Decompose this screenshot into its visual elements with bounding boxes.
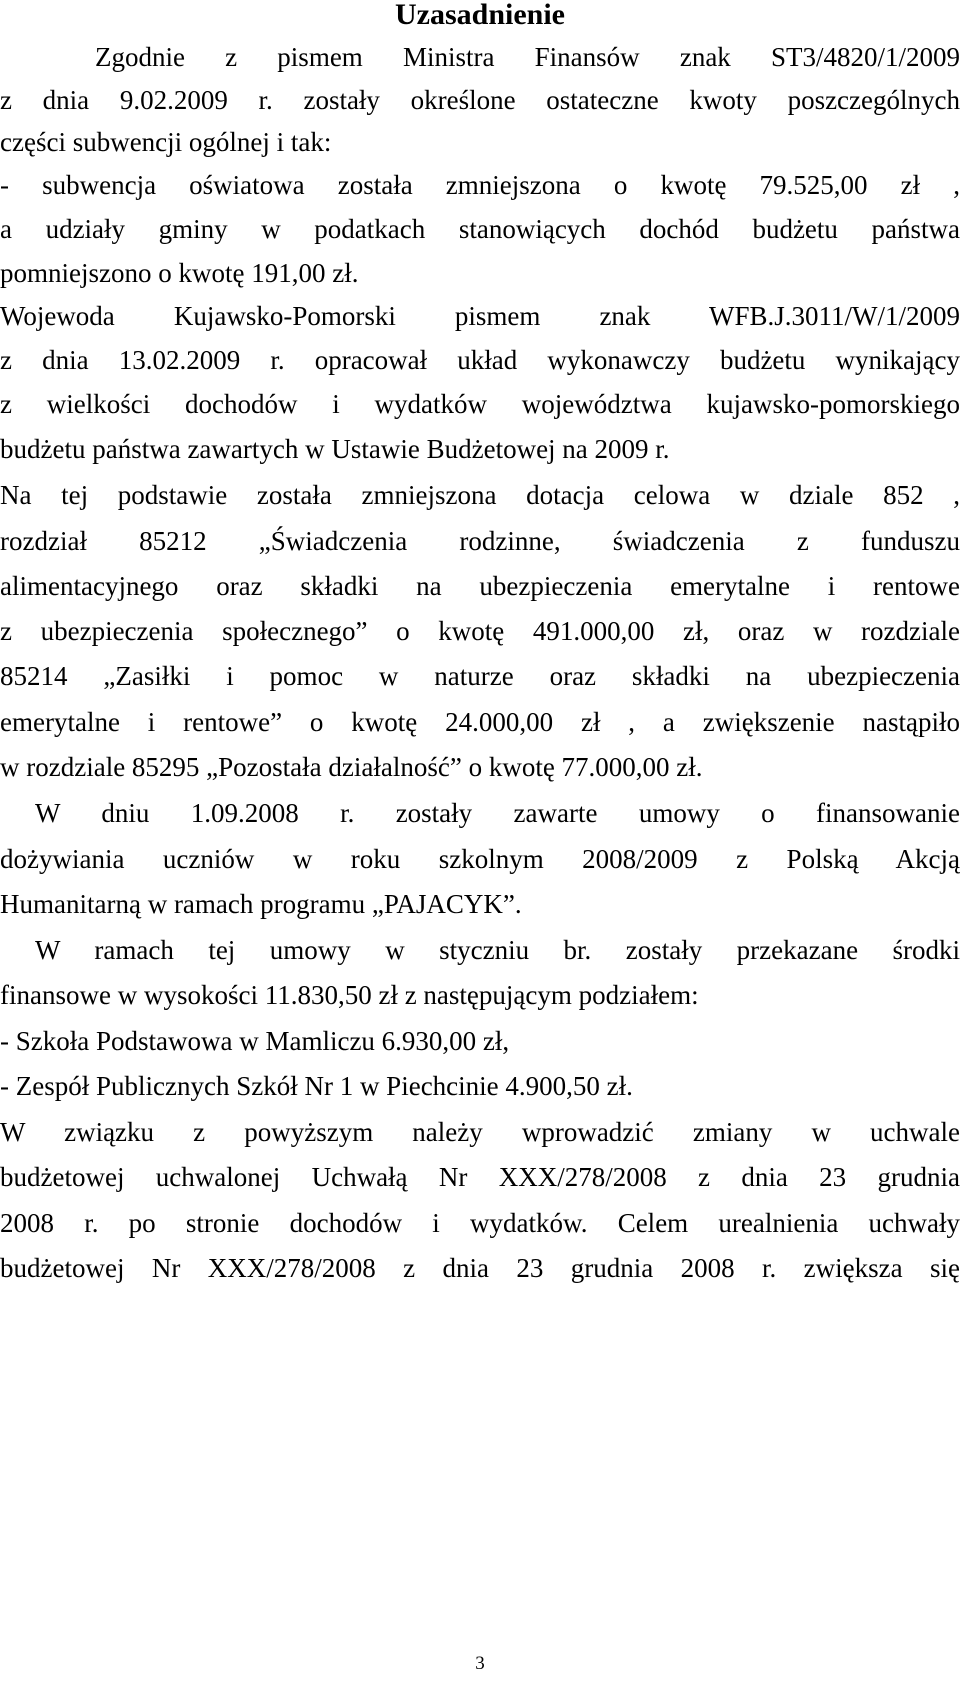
text-line-16: emerytalne i rentowe” o kwotę 24.000,00 zł , a zwiększenie nastąpiło bbox=[0, 707, 960, 737]
text-line-23: - Szkoła Podstawowa w Mamliczu 6.930,00 zł, bbox=[0, 1026, 510, 1056]
text-line-17: w rozdziale 85295 „Pozostała działalność” o kwotę 77.000,00 zł. bbox=[0, 752, 703, 782]
text-line-7: Wojewoda Kujawsko-Pomorski pismem znak WFB.J.3011/W/1/2009 bbox=[0, 301, 960, 331]
text-line-22: finansowe w wysokości 11.830,50 zł z następującym podziałem: bbox=[0, 980, 699, 1010]
text-line-5: a udziały gminy w podatkach stanowiących dochód budżetu państwa bbox=[0, 214, 960, 244]
text-line-1: Zgodnie z pismem Ministra Finansów znak ST3/4820/1/2009 bbox=[95, 42, 960, 72]
text-line-9: z wielkości dochodów i wydatków województwa kujawsko-pomorskiego bbox=[0, 389, 960, 419]
text-line-11: Na tej podstawie została zmniejszona dotacja celowa w dziale 852 , bbox=[0, 480, 960, 510]
text-line-10: budżetu państwa zawartych w Ustawie Budżetowej na 2009 r. bbox=[0, 434, 670, 464]
text-line-19: dożywiania uczniów w roku szkolnym 2008/2009 z Polską Akcją bbox=[0, 844, 960, 874]
text-line-28: budżetowej Nr XXX/278/2008 z dnia 23 grudnia 2008 r. zwiększa się bbox=[0, 1253, 960, 1283]
page-number: 3 bbox=[475, 1653, 485, 1674]
text-line-6: pomniejszono o kwotę 191,00 zł. bbox=[0, 258, 359, 288]
text-line-21: W ramach tej umowy w styczniu br. zostały przekazane środki bbox=[35, 935, 960, 965]
text-line-2: z dnia 9.02.2009 r. zostały określone ostateczne kwoty poszczególnych bbox=[0, 85, 960, 115]
text-line-26: budżetowej uchwalonej Uchwałą Nr XXX/278/2008 z dnia 23 grudnia bbox=[0, 1162, 960, 1192]
text-line-27: 2008 r. po stronie dochodów i wydatków. Celem urealnienia uchwały bbox=[0, 1208, 960, 1238]
text-line-3: części subwencji ogólnej i tak: bbox=[0, 127, 332, 157]
text-line-18: W dniu 1.09.2008 r. zostały zawarte umowy o finansowanie bbox=[35, 798, 960, 828]
text-line-4: - subwencja oświatowa została zmniejszona o kwotę 79.525,00 zł , bbox=[0, 170, 960, 200]
text-line-14: z ubezpieczenia społecznego” o kwotę 491.000,00 zł, oraz w rozdziale bbox=[0, 616, 960, 646]
text-line-8: z dnia 13.02.2009 r. opracował układ wykonawczy budżetu wynikający bbox=[0, 345, 960, 375]
text-line-25: W związku z powyższym należy wprowadzić zmiany w uchwale bbox=[0, 1117, 960, 1147]
text-line-20: Humanitarną w ramach programu „PAJACYK”. bbox=[0, 889, 522, 919]
text-line-24: - Zespół Publicznych Szkół Nr 1 w Piechcinie 4.900,50 zł. bbox=[0, 1071, 633, 1101]
text-line-13: alimentacyjnego oraz składki na ubezpieczenia emerytalne i rentowe bbox=[0, 571, 960, 601]
document-title: Uzasadnienie bbox=[394, 0, 565, 31]
text-line-15: 85214 „Zasiłki i pomoc w naturze oraz składki na ubezpieczenia bbox=[0, 661, 960, 691]
text-line-12: rozdział 85212 „Świadczenia rodzinne, świadczenia z funduszu bbox=[0, 526, 960, 556]
